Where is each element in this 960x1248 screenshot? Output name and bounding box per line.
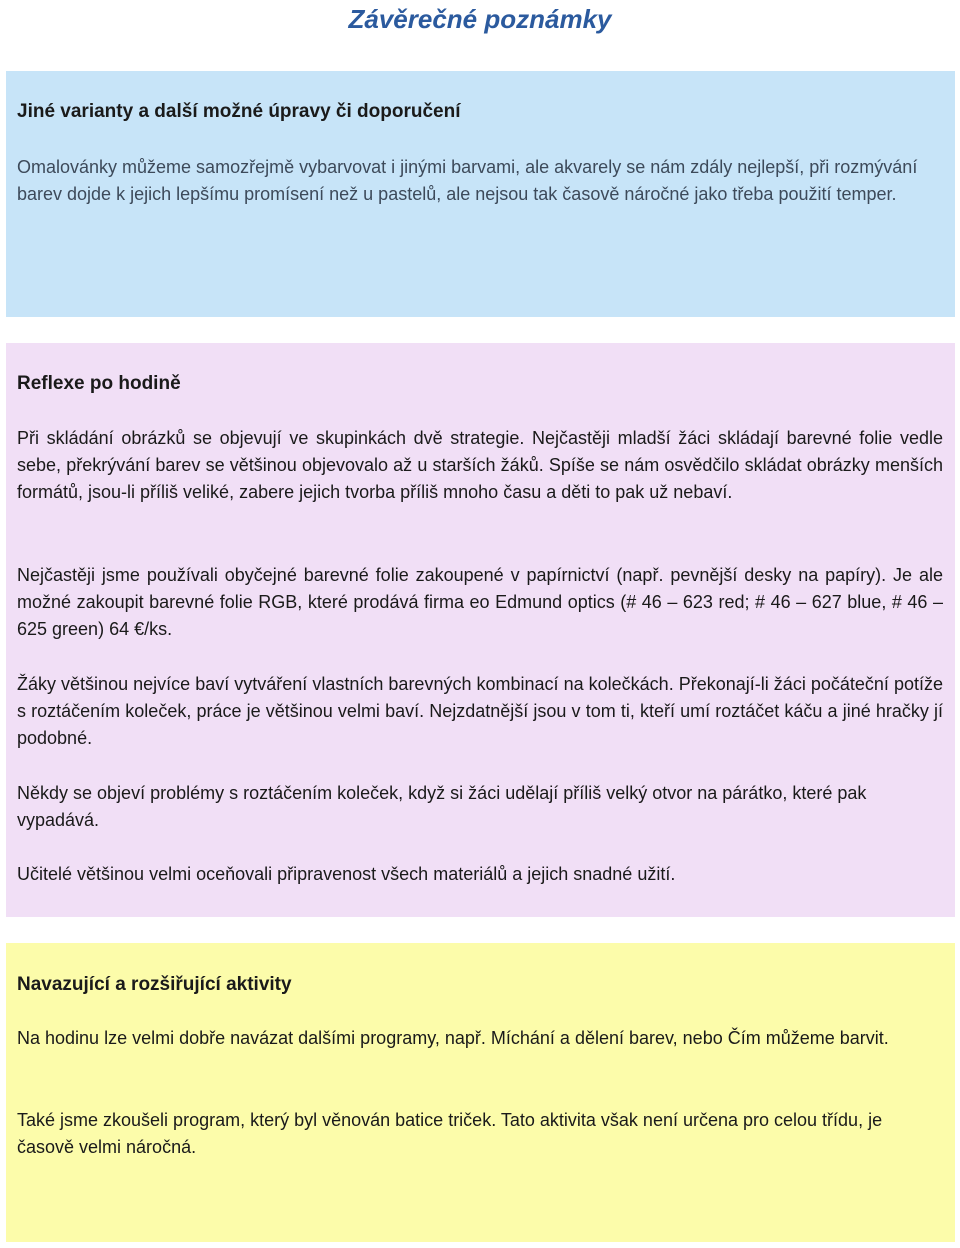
variants-section [6, 71, 955, 317]
followup-paragraph: Také jsme zkoušeli program, který byl věnován batice triček. Tato aktivita však není určena pro celou třídu, je časově velmi náročná. [17, 1110, 883, 1158]
followup-paragraph: Na hodinu lze velmi dobře navázat dalšími programy, např. Míchání a dělení barev, nebo Čím můžeme barvit. [17, 1028, 889, 1048]
reflection-paragraph: Někdy se objeví problémy s roztáčením koleček, když si žáci udělají příliš velký otvor na párátko, které pak vypadává. [17, 783, 867, 831]
followup-heading: Navazující a rozšiřující aktivity [17, 974, 292, 995]
reflection-paragraph: Žáky většinou nejvíce baví vytváření vlastních barevných kombinací na kolečkách. Překonají-li žáci počáteční potíže s roztáčením koleček, práce je většinou velmi baví. Nejzdatnější jsou v tom ti, kteří umí roztáčet káču a jiné hračky jí podobné. [17, 674, 943, 749]
reflection-heading: Reflexe po hodině [17, 373, 181, 394]
reflection-section [6, 343, 955, 917]
reflection-paragraph: Učitelé většinou velmi oceňovali připravenost všech materiálů a jejich snadné užití. [17, 864, 676, 884]
page-title: Závěrečné poznámky [348, 4, 612, 34]
followup-section [6, 943, 955, 1242]
reflection-paragraph: Nejčastěji jsme používali obyčejné barevné folie zakoupené v papírnictví (např. pevnější desky na papíry). Je ale možné zakoupit barevné folie RGB, které prodává firma eo Edmund optics (# 46 – 623 red; # 46 – 627 blue, # 46 – 625 green) 64 €/ks. [17, 565, 943, 640]
reflection-paragraph: Při skládání obrázků se objevují ve skupinkách dvě strategie. Nejčastěji mladší žáci skládají barevné folie vedle sebe, překrývání barev se většinou objevovalo až u starších žáků. Spíše se nám osvědčilo skládat obrázky menších formátů, jsou-li příliš veliké, zabere jejich tvorba příliš mnoho času a děti to pak už nebaví. [17, 428, 943, 503]
variants-paragraph: Omalovánky můžeme samozřejmě vybarvovat i jinými barvami, ale akvarely se nám zdály nejlepší, při rozmývání barev dojde k jejich lepšímu promísení než u pastelů, ale nejsou tak časově náročné jako třeba použití temper. [17, 157, 918, 205]
variants-heading: Jiné varianty a další možné úpravy či doporučení [17, 101, 461, 122]
